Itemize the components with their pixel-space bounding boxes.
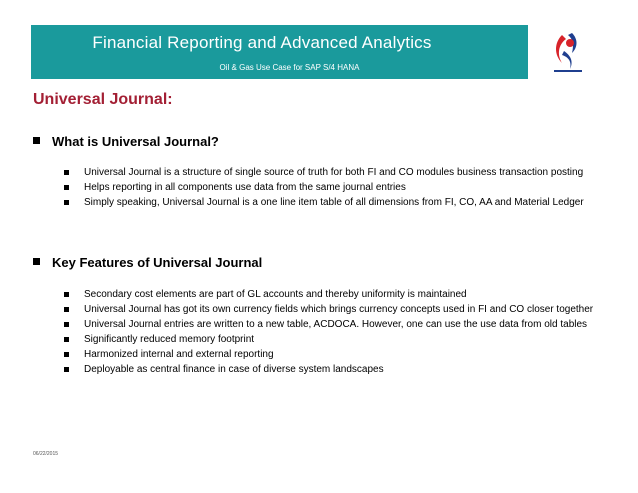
list-item	[64, 348, 600, 361]
list-item	[64, 318, 600, 331]
banner-subtitle: Oil & Gas Use Case for SAP S/4 HANA	[219, 63, 360, 72]
list-item	[64, 288, 600, 301]
list-item-text: Simply speaking, Universal Journal is a one line item table of all dimensions from FI, CO, AA and Material Ledger	[84, 197, 584, 208]
bullet-icon	[64, 307, 69, 312]
bullet-icon	[64, 292, 69, 297]
bullet-icon	[64, 367, 69, 372]
question-heading-1	[33, 134, 219, 149]
list-item-text: Secondary cost elements are part of GL accounts and thereby uniformity is maintained	[84, 289, 467, 300]
header-banner	[31, 25, 528, 79]
bullet-icon	[64, 170, 69, 175]
square-bullet-icon	[33, 137, 40, 144]
list-item-text: Deployable as central finance in case of diverse system landscapes	[84, 364, 384, 375]
bullet-icon	[64, 322, 69, 327]
list-item	[64, 333, 600, 346]
footer-date: 06/22/2015	[33, 451, 59, 457]
bullet-icon	[64, 200, 69, 205]
list-item-text: Universal Journal has got its own currency fields which brings currency concepts used in FI and CO closer together	[84, 304, 594, 315]
question-1-list	[64, 166, 600, 211]
question-heading-1-text: What is Universal Journal?	[52, 134, 219, 149]
list-item-text: Universal Journal is a structure of single source of truth for both FI and CO modules business transaction posting	[84, 167, 584, 178]
banner-title: Financial Reporting and Advanced Analytics	[92, 33, 432, 52]
list-item	[64, 166, 600, 179]
list-item	[64, 196, 600, 209]
question-heading-2	[33, 255, 262, 270]
list-item	[64, 181, 600, 194]
square-bullet-icon	[33, 258, 40, 265]
list-item-text: Helps reporting in all components use data from the same journal entries	[84, 182, 406, 193]
list-item-text: Universal Journal entries are written to a new table, ACDOCA. However, one can use the use data from old tables	[84, 319, 588, 330]
bullet-icon	[64, 185, 69, 190]
logo	[528, 25, 606, 79]
list-item	[64, 303, 600, 316]
bullet-icon	[64, 337, 69, 342]
question-heading-2-text: Key Features of Universal Journal	[52, 255, 263, 270]
list-item-text: Significantly reduced memory footprint	[84, 334, 255, 345]
section-title: Universal Journal:	[33, 91, 173, 108]
list-item-text: Harmonized internal and external reporting	[84, 349, 274, 360]
bullet-icon	[64, 352, 69, 357]
question-2-list	[64, 288, 600, 378]
list-item	[64, 363, 600, 376]
company-logo-icon	[548, 29, 588, 75]
